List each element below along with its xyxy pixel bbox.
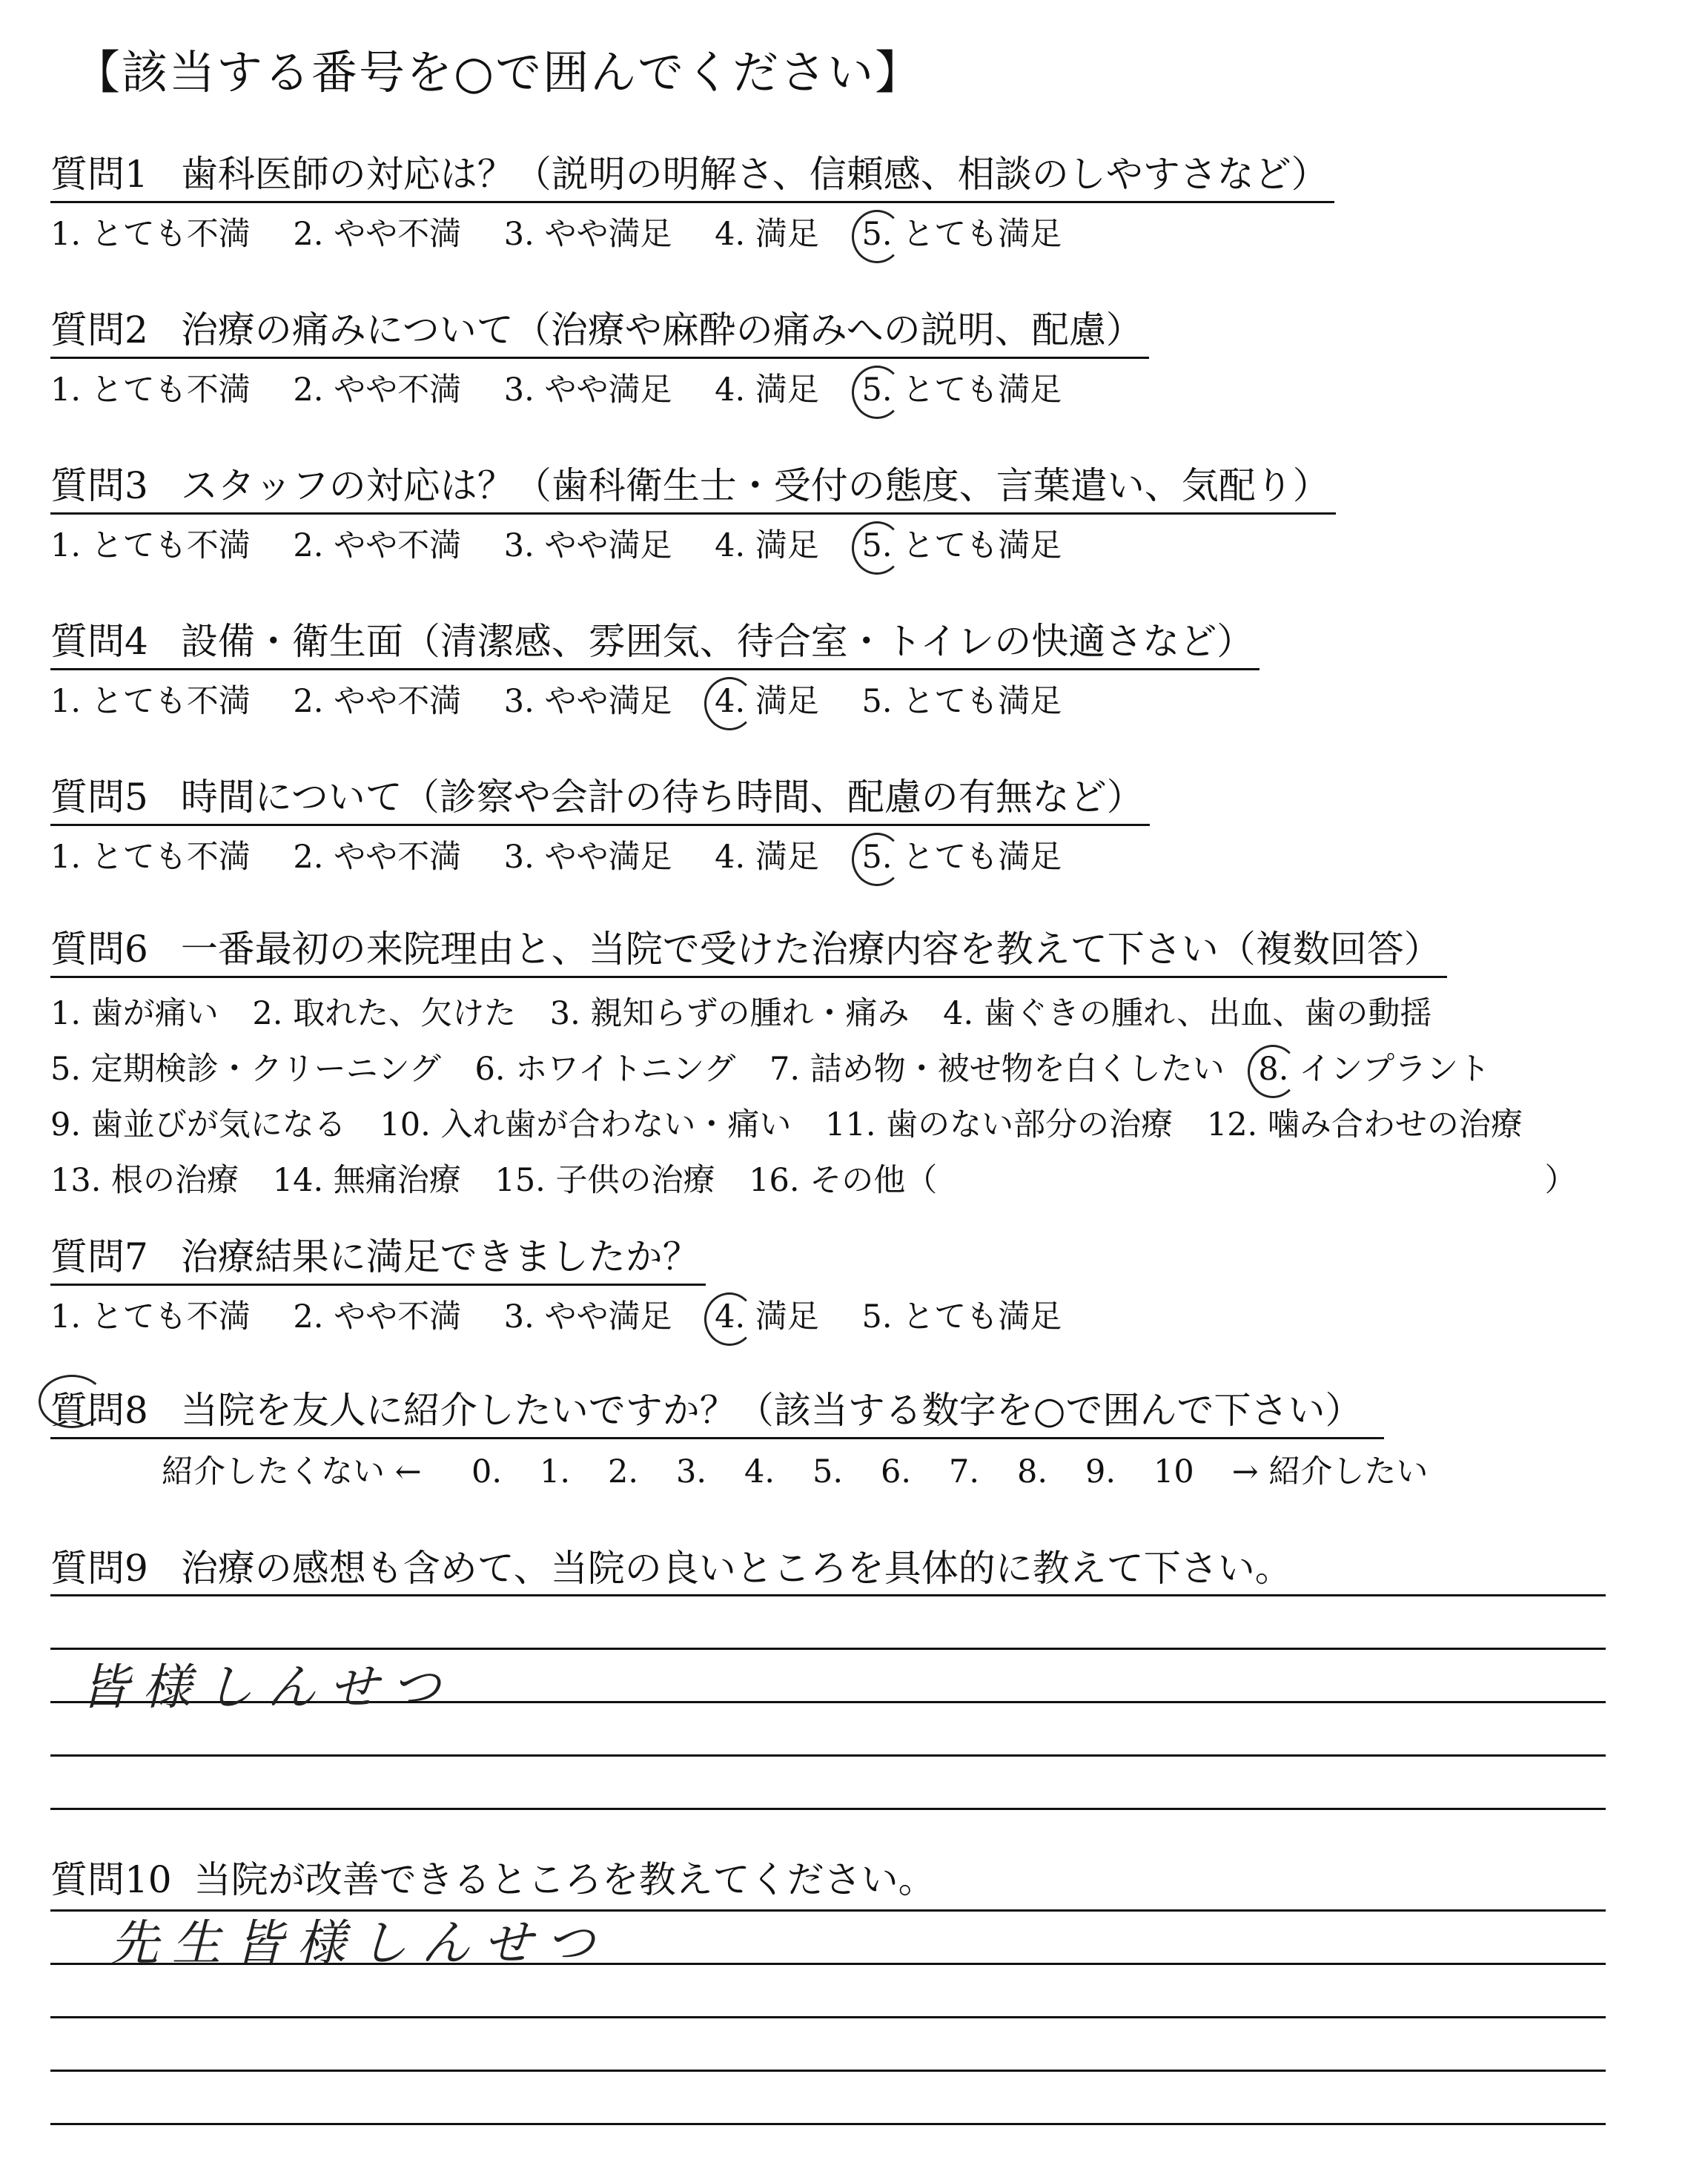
hand-circle-mark (852, 521, 902, 575)
option-5[interactable]: 5. とても満足 (862, 521, 1062, 566)
option-1[interactable]: 1. とても不満 (50, 527, 251, 564)
option-1[interactable]: 1. とても不満 (50, 683, 251, 720)
q6-row-2 (50, 1044, 1577, 1089)
question-8 (50, 1381, 1428, 1492)
question-text: 歯科医師の対応は？（説明の明解さ、信頼感、相談のしやすさなど） (180, 153, 1328, 196)
question-number: 質問3 (50, 464, 148, 507)
option-row (50, 832, 1150, 877)
recommend-scale (50, 1447, 1428, 1492)
scale-option[interactable]: 2. (608, 1453, 639, 1490)
answer-lines-q10 (50, 1909, 1606, 2124)
hand-circle-mark (1248, 1045, 1298, 1098)
scale-option-selected[interactable]: 10 (1153, 1453, 1222, 1490)
option-2[interactable]: 2. やや不満 (293, 527, 462, 564)
option-5[interactable]: 5. とても満足 (862, 209, 1062, 254)
hand-circle-mark (39, 1375, 105, 1428)
option-5[interactable]: 5. とても満足 (862, 365, 1062, 410)
q6-row-1 (50, 988, 1577, 1034)
question-5 (50, 767, 1150, 877)
question-9 (50, 1539, 1298, 1595)
question-6 (50, 919, 1577, 1200)
q6-option-9[interactable]: 9. 歯並びが気になる (50, 1106, 346, 1143)
option-3[interactable]: 3. やや満足 (503, 683, 672, 720)
scale-option[interactable]: 3. (676, 1453, 707, 1490)
option-row (50, 1292, 1094, 1337)
option-5[interactable]: 5. とても満足 (861, 1298, 1062, 1335)
option-1[interactable]: 1. とても不満 (50, 1298, 251, 1335)
scale-option[interactable]: 9. (1085, 1453, 1116, 1490)
option-3[interactable]: 3. やや満足 (503, 216, 672, 253)
hand-circle-mark (852, 366, 902, 419)
writing-line (50, 2016, 1606, 2018)
option-4[interactable]: 4. 満足 (715, 527, 819, 564)
option-2[interactable]: 2. やや不満 (293, 216, 462, 253)
question-number: 質問8 (50, 1389, 148, 1432)
option-5[interactable]: 5. とても満足 (861, 683, 1062, 720)
instruction-header: 【該当する番号を○で囲んでください】 (74, 45, 923, 99)
option-3[interactable]: 3. やや満足 (503, 527, 672, 564)
question-1 (50, 145, 1334, 254)
option-row (50, 676, 1260, 721)
q6-option-14[interactable]: 14. 無痛治療 (272, 1162, 461, 1199)
question-number: 質問9 (50, 1547, 148, 1590)
q6-row-4 (50, 1155, 1577, 1200)
question-number: 質問4 (50, 620, 148, 663)
writing-line (50, 2070, 1606, 2072)
question-number: 質問2 (50, 308, 148, 351)
question-10 (50, 1850, 941, 1906)
question-7 (50, 1227, 1094, 1337)
question-text: スタッフの対応は？（歯科衛生士・受付の態度、言葉遣い、気配り） (180, 464, 1330, 507)
scale-option[interactable]: 6. (881, 1453, 912, 1490)
question-text: 治療結果に満足できましたか？ (180, 1235, 700, 1278)
question-text: 設備・衛生面（清潔感、雰囲気、待合室・トイレの快適さなど） (180, 620, 1254, 663)
option-5[interactable]: 5. とても満足 (862, 832, 1062, 877)
q6-option-7[interactable]: 7. 詰め物・被せ物を白くしたい (769, 1051, 1225, 1088)
scale-option[interactable]: 0. (471, 1453, 503, 1490)
q6-option-3[interactable]: 3. 親知らずの腫れ・痛み (549, 995, 910, 1032)
option-2[interactable]: 2. やや不満 (293, 683, 462, 720)
scale-option[interactable]: 5. (812, 1453, 844, 1490)
hand-circle-mark (852, 210, 902, 263)
question-text: 一番最初の来院理由と、当院で受けた治療内容を教えて下さい（複数回答） (180, 928, 1441, 971)
question-number: 質問6 (50, 928, 148, 971)
hand-circle-mark (852, 833, 902, 886)
question-text: 治療の感想も含めて、当院の良いところを具体的に教えて下さい。 (180, 1547, 1292, 1590)
answer-lines-q9 (50, 1594, 1606, 1809)
option-row (50, 521, 1336, 566)
q6-option-13[interactable]: 13. 根の治療 (50, 1162, 239, 1199)
other-close-paren: ） (1544, 1162, 1577, 1199)
q6-row-3 (50, 1100, 1577, 1145)
writing-line (50, 1594, 1606, 1596)
q6-option-11[interactable]: 11. 歯のない部分の治療 (825, 1106, 1174, 1143)
option-4[interactable]: 4. 満足 (715, 216, 819, 253)
q6-option-12[interactable]: 12. 噛み合わせの治療 (1206, 1106, 1523, 1143)
q6-option-16[interactable]: 16. その他（ (749, 1162, 938, 1199)
q6-option-2[interactable]: 2. 取れた、欠けた (252, 995, 517, 1032)
option-4[interactable]: 4. 満足 (715, 839, 819, 876)
option-4[interactable]: 4. 満足 (715, 1292, 819, 1337)
option-2[interactable]: 2. やや不満 (293, 1298, 462, 1335)
handwritten-answer[interactable]: 皆様しんせつ (80, 1659, 454, 1716)
option-1[interactable]: 1. とても不満 (50, 216, 251, 253)
q6-option-5[interactable]: 5. 定期検診・クリーニング (50, 1051, 441, 1088)
question-3 (50, 456, 1336, 566)
option-2[interactable]: 2. やや不満 (293, 371, 462, 409)
question-text: 時間について（診察や会計の待ち時間、配慮の有無など） (180, 776, 1144, 819)
writing-line (50, 1808, 1606, 1810)
writing-line (50, 1754, 1606, 1757)
question-2 (50, 300, 1149, 410)
option-row (50, 365, 1149, 410)
scale-left-label: 紹介したくない ← (162, 1453, 422, 1490)
option-row (50, 209, 1334, 254)
option-3[interactable]: 3. やや満足 (503, 1298, 672, 1335)
question-number: 質問10 (50, 1858, 172, 1901)
question-number: 質問1 (50, 153, 148, 196)
scale-option[interactable]: 4. (744, 1453, 775, 1490)
option-1[interactable]: 1. とても不満 (50, 839, 251, 876)
q6-option-6[interactable]: 6. ホワイトニング (474, 1051, 736, 1088)
q6-option-4[interactable]: 4. 歯ぐきの腫れ、出血、歯の動揺 (943, 995, 1432, 1032)
question-number: 質問7 (50, 1235, 148, 1278)
option-3[interactable]: 3. やや満足 (503, 839, 672, 876)
question-text: 当院を友人に紹介したいですか？（該当する数字を○で囲んで下さい） (180, 1389, 1363, 1432)
option-1[interactable]: 1. とても不満 (50, 371, 251, 409)
question-text: 治療の痛みについて（治療や麻酔の痛みへの説明、配慮） (180, 308, 1143, 351)
option-4[interactable]: 4. 満足 (715, 371, 819, 409)
handwritten-answer[interactable]: 先生皆様しんせつ (110, 1915, 608, 1972)
scale-option[interactable]: 8. (1017, 1453, 1048, 1490)
scale-option[interactable]: 1. (540, 1453, 571, 1490)
q6-option-8[interactable]: 8. インプラント (1258, 1044, 1490, 1089)
question-4 (50, 612, 1260, 721)
question-text: 当院が改善できるところを教えてください。 (193, 1858, 936, 1901)
hand-circle-mark (704, 1292, 755, 1346)
hand-circle-mark (704, 677, 755, 730)
q6-option-15[interactable]: 15. 子供の治療 (494, 1162, 715, 1199)
option-4[interactable]: 4. 満足 (715, 676, 819, 721)
q6-option-1[interactable]: 1. 歯が痛い (50, 995, 219, 1032)
q6-option-10[interactable]: 10. 入れ歯が合わない・痛い (380, 1106, 792, 1143)
question-number: 質問5 (50, 776, 148, 819)
writing-line (50, 2123, 1606, 2125)
scale-right-label: → 紹介したい (1231, 1453, 1429, 1490)
option-3[interactable]: 3. やや満足 (503, 371, 672, 409)
option-2[interactable]: 2. やや不満 (293, 839, 462, 876)
scale-option[interactable]: 7. (949, 1453, 980, 1490)
